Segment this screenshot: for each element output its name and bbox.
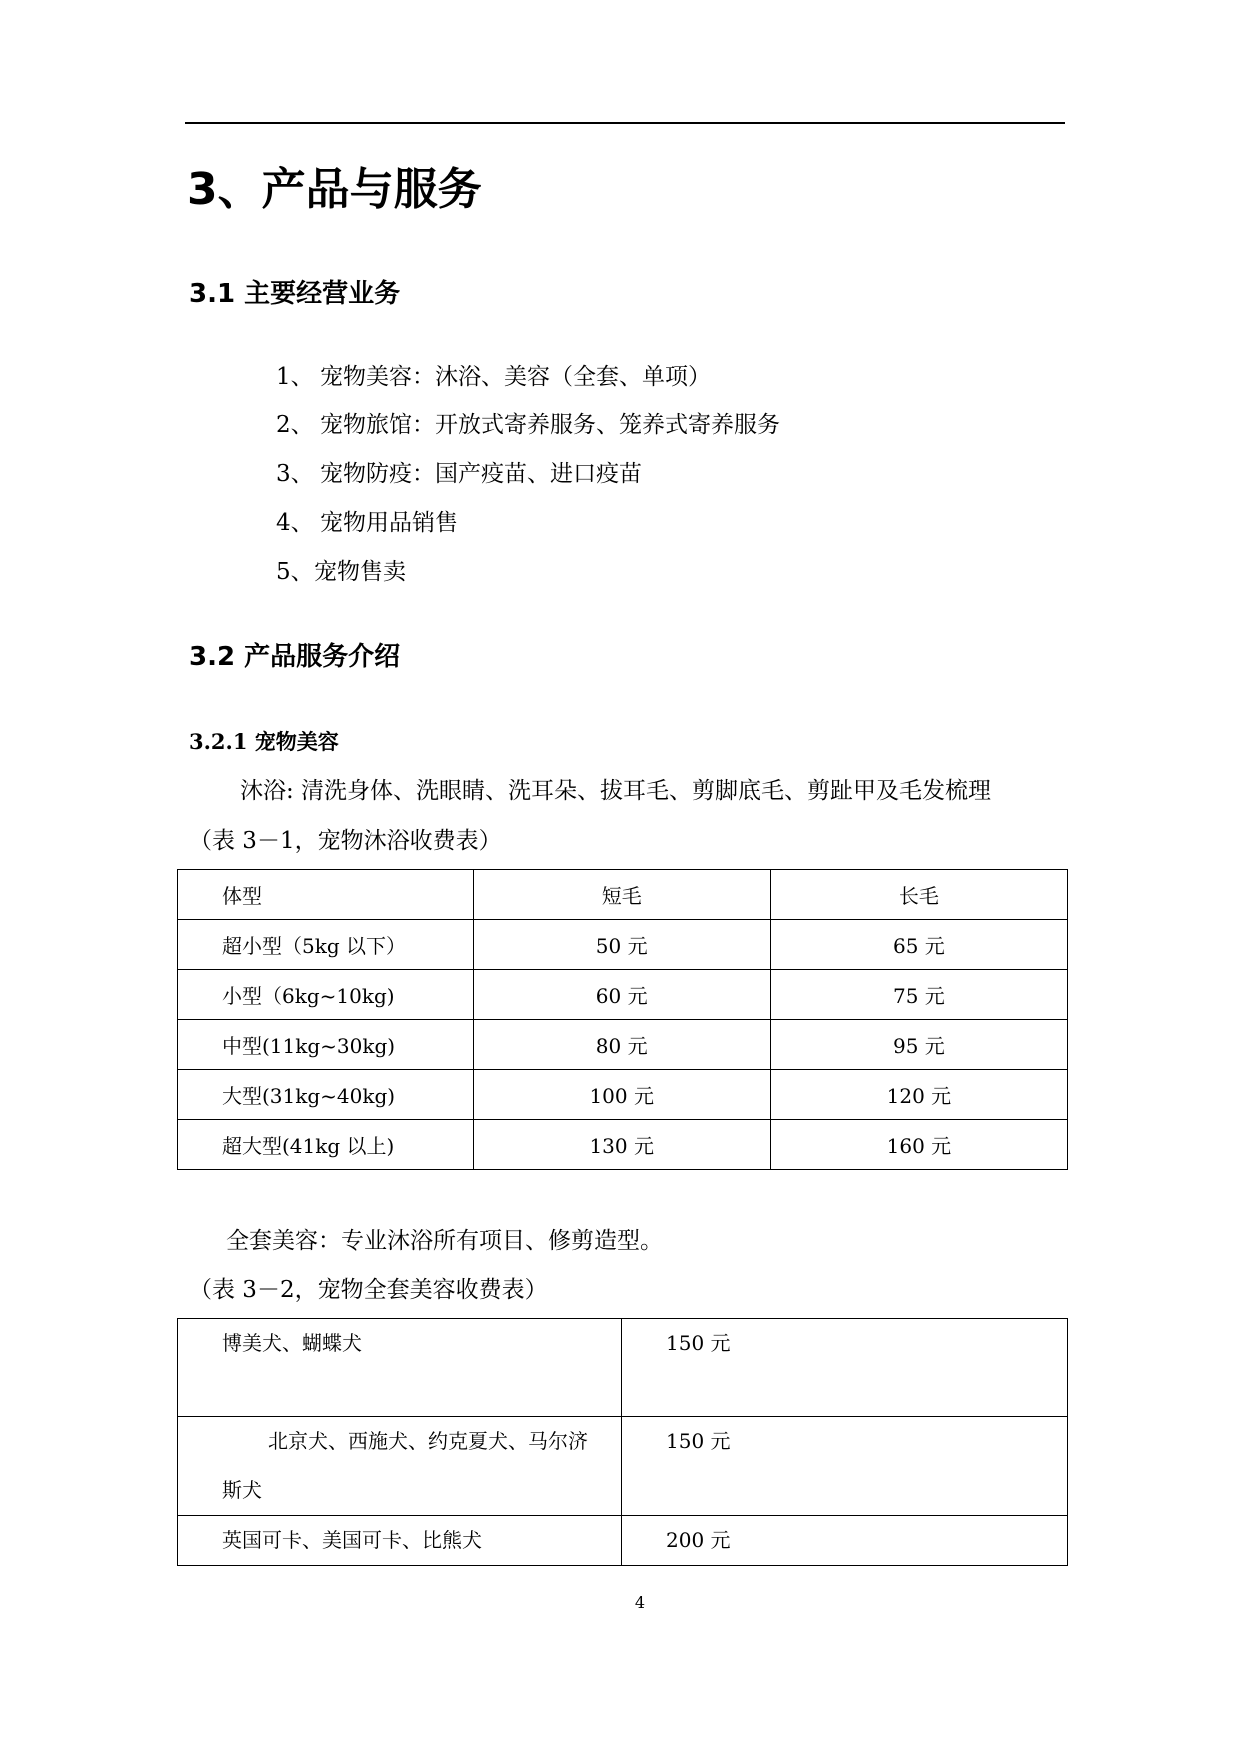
table-row xyxy=(178,1120,1068,1170)
page-number: 4 xyxy=(634,1593,646,1612)
list-item-text: 宠物用品销售 xyxy=(320,510,458,536)
list-item-text: 宠物售卖 xyxy=(314,559,406,585)
table-cell-breeds xyxy=(178,1319,622,1417)
list-item-number: 1、 xyxy=(276,364,314,390)
subsection-heading-3-2-1: 3.2.1 宠物美容 xyxy=(189,729,339,754)
price-text: 200 元 xyxy=(666,1528,731,1552)
header-rule xyxy=(185,122,1065,124)
section-heading-3-1: 3.1 主要经营业务 xyxy=(189,279,401,309)
list-item xyxy=(276,458,642,490)
list-item xyxy=(276,409,780,441)
section-heading-3-2: 3.2 产品服务介绍 xyxy=(189,642,401,672)
table-cell-long-hair-price: 75 元 xyxy=(770,970,1067,1020)
full-grooming-paragraph: 全套美容：专业沐浴所有项目、修剪造型。 xyxy=(226,1228,663,1254)
table-cell-short-hair-price: 80 元 xyxy=(473,1020,770,1070)
list-item-number: 3、 xyxy=(276,461,314,487)
table-cell-long-hair-price: 95 元 xyxy=(770,1020,1067,1070)
table-row xyxy=(178,1516,1068,1566)
list-item xyxy=(276,507,458,539)
list-item-text: 宠物防疫：国产疫苗、进口疫苗 xyxy=(320,461,642,487)
table-row xyxy=(178,1319,1068,1417)
breeds-text: 英国可卡、美国可卡、比熊犬 xyxy=(222,1528,482,1552)
table-row xyxy=(178,920,1068,970)
chapter-title: 3、产品与服务 xyxy=(187,164,482,215)
list-item-text: 宠物旅馆：开放式寄养服务、笼养式寄养服务 xyxy=(320,412,780,438)
table-cell-long-hair-price: 65 元 xyxy=(770,920,1067,970)
list-item-number: 5、 xyxy=(276,559,314,585)
list-item-number: 4、 xyxy=(276,510,314,536)
table-cell-short-hair-price: 130 元 xyxy=(473,1120,770,1170)
list-item xyxy=(276,361,711,393)
table-cell-size: 超小型（5kg 以下） xyxy=(178,920,474,970)
table-header-cell: 长毛 xyxy=(770,870,1067,920)
list-item-number: 2、 xyxy=(276,412,314,438)
table-row xyxy=(178,1020,1068,1070)
list-item-text: 宠物美容：沐浴、美容（全套、单项） xyxy=(320,364,711,390)
table-row xyxy=(178,1070,1068,1120)
table-cell-short-hair-price: 100 元 xyxy=(473,1070,770,1120)
list-item xyxy=(276,556,406,588)
table-cell-breeds xyxy=(178,1417,622,1516)
table-cell-price xyxy=(622,1417,1068,1516)
table-header-row xyxy=(178,870,1068,920)
table-cell-short-hair-price: 50 元 xyxy=(473,920,770,970)
table1-caption: （表 3－1，宠物沐浴收费表） xyxy=(189,828,502,854)
table2-caption: （表 3－2，宠物全套美容收费表） xyxy=(189,1277,548,1303)
bath-price-table xyxy=(177,869,1068,1170)
table-cell-size: 大型(31kg~40kg) xyxy=(178,1070,474,1120)
table-row xyxy=(178,1417,1068,1516)
breeds-text: 博美犬、蝴蝶犬 xyxy=(222,1331,362,1355)
table-cell-size: 中型(11kg~30kg) xyxy=(178,1020,474,1070)
table-cell-short-hair-price: 60 元 xyxy=(473,970,770,1020)
full-grooming-price-table xyxy=(177,1318,1068,1566)
table-cell-long-hair-price: 160 元 xyxy=(770,1120,1067,1170)
table-header-cell: 体型 xyxy=(178,870,474,920)
table-cell-size: 超大型(41kg 以上) xyxy=(178,1120,474,1170)
table-cell-breeds xyxy=(178,1516,622,1566)
breeds-text: 北京犬、西施犬、约克夏犬、马尔济 xyxy=(268,1429,588,1453)
table-header-cell: 短毛 xyxy=(473,870,770,920)
breeds-text-continued: 斯犬 xyxy=(222,1478,262,1502)
table-cell-price xyxy=(622,1319,1068,1417)
table-cell-price xyxy=(622,1516,1068,1566)
table-row xyxy=(178,970,1068,1020)
table-cell-long-hair-price: 120 元 xyxy=(770,1070,1067,1120)
price-text: 150 元 xyxy=(666,1331,731,1355)
table-cell-size: 小型（6kg~10kg) xyxy=(178,970,474,1020)
bath-paragraph: 沐浴: 清洗身体、洗眼睛、洗耳朵、拔耳毛、剪脚底毛、剪趾甲及毛发梳理 xyxy=(240,778,992,804)
price-text: 150 元 xyxy=(666,1429,731,1453)
